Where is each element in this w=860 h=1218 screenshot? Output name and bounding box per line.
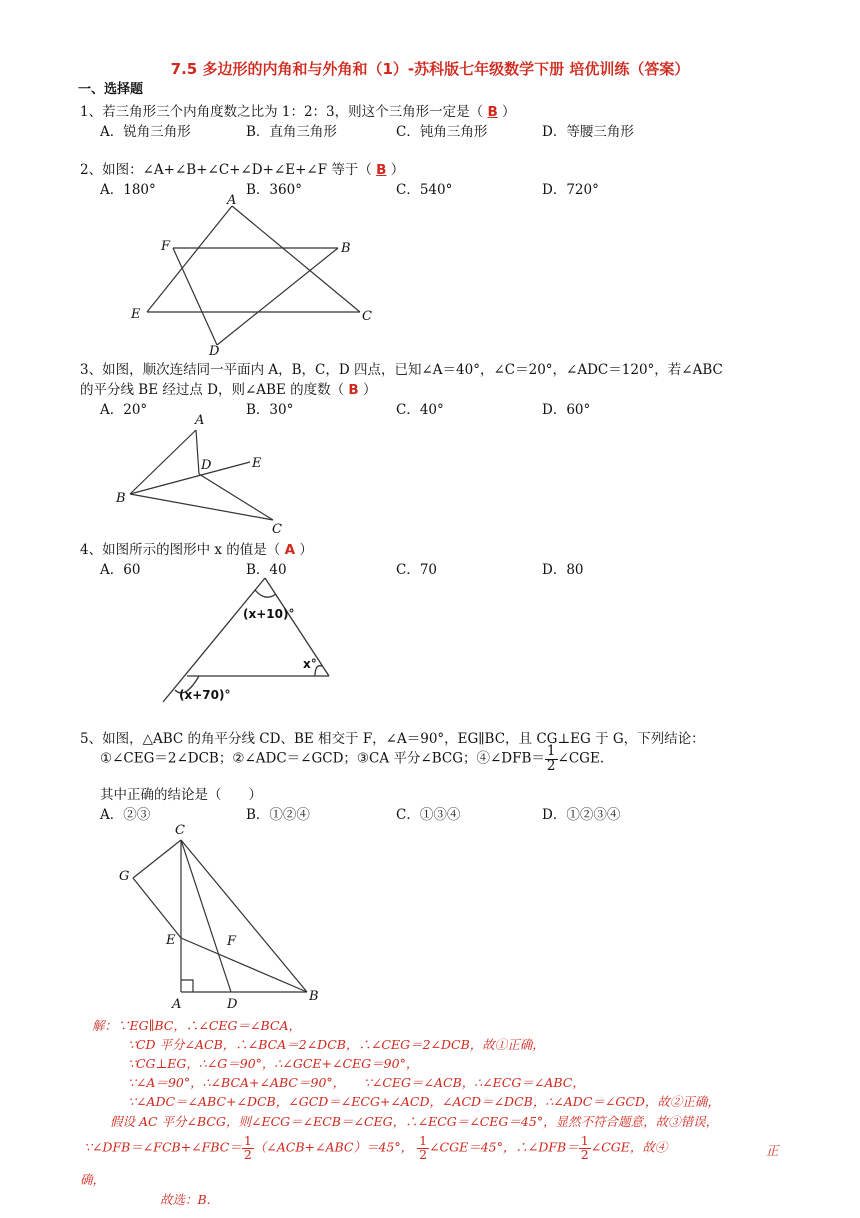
solution-line-5: ∵∠ADC＝∠ABC+∠DCB，∠GCD＝∠ECG+∠ACD，∠ACD＝∠DCB，∴∠ADC＝∠GCD，故②正确， bbox=[128, 1094, 720, 1109]
point-label-b: B bbox=[341, 241, 351, 256]
segment-ac bbox=[232, 206, 360, 312]
question-2-option-b: B．360° bbox=[246, 182, 302, 198]
point-label-c: C bbox=[272, 522, 282, 537]
question-4-option-c: C．70 bbox=[396, 562, 438, 578]
question-3-option-d: D．60° bbox=[542, 402, 591, 418]
question-5-option-d: D．①②③④ bbox=[542, 807, 621, 823]
question-4-stem: 4、如图所示的图形中 x 的值是（ A ） bbox=[80, 542, 313, 558]
question-1-answer: B bbox=[487, 104, 498, 120]
segment-right-side bbox=[265, 578, 329, 676]
segment-ba bbox=[130, 430, 196, 494]
question-5-line-1: 5、如图，△ABC 的角平分线 CD、BE 相交于 F，∠A＝90°，EG∥BC，且 CG⊥EG 于 G，下列结论： bbox=[80, 731, 705, 747]
point-label-d: D bbox=[201, 458, 212, 473]
point-label-a: A bbox=[195, 413, 205, 428]
solution-line-3: ∵CG⊥EG，∴∠G＝90°，∴∠GCE+∠CEG＝90°， bbox=[128, 1056, 419, 1071]
question-5-line-2: ①∠CEG＝2∠DCB；②∠ADC＝∠GCD；③CA 平分∠BCG；④∠DFB＝ $\frac{1}{2}$ ∠CGE. bbox=[100, 743, 605, 774]
point-label-e: E bbox=[166, 933, 176, 948]
question-4-option-a: A．60 bbox=[100, 562, 141, 578]
solution-line-7: ∵∠DFB＝∠FCB+∠FBC＝ $\frac{1}{2}$ （∠ACB+∠ABC）＝45°， $\frac{1}{2}$ ∠CGE＝45°，∴∠DFB＝ $\frac{1}{2}$ ∠CGE，故④ bbox=[84, 1133, 668, 1162]
question-2-figure bbox=[125, 192, 385, 357]
question-4-figure bbox=[155, 570, 340, 705]
angle-label-left: (x+70)° bbox=[179, 688, 231, 702]
solution-conclusion: 故选：B. bbox=[160, 1192, 211, 1207]
solution-fraction-1: $\frac{1}{2}$ bbox=[243, 1133, 252, 1162]
segment-ae bbox=[147, 206, 232, 312]
page-title: 7.5 多边形的内角和与外角和（1）-苏科版七年级数学下册 培优训练（答案） bbox=[170, 60, 690, 78]
question-1-option-d: D．等腰三角形 bbox=[542, 124, 634, 140]
segment-be bbox=[130, 462, 250, 494]
segment-ge bbox=[133, 878, 181, 938]
question-5-fraction: $\frac{1}{2}$ bbox=[546, 743, 556, 774]
point-label-f: F bbox=[161, 239, 171, 254]
question-3-line-1: 3、如图，顺次连结同一平面内 A，B，C，D 四点，已知∠A＝40°，∠C＝20°，∠ADC＝120°，若∠ABC bbox=[80, 362, 723, 378]
question-4-answer: A bbox=[284, 542, 296, 558]
solution-line-1: 解：∵EG∥BC，∴∠CEG＝∠BCA， bbox=[92, 1018, 301, 1033]
segment-fd bbox=[173, 248, 217, 345]
segment-ad bbox=[196, 430, 199, 474]
question-3-answer: B bbox=[348, 382, 359, 398]
question-5-option-b: B．①②④ bbox=[246, 807, 310, 823]
question-1-stem: 1、若三角形三个内角度数之比为 1：2：3，则这个三角形一定是（ B ） bbox=[80, 104, 516, 120]
question-3-line-2: 的平分线 BE 经过点 D，则∠ABE 的度数（ B ） bbox=[80, 382, 377, 398]
question-2-answer: B bbox=[376, 162, 387, 178]
question-2-option-d: D．720° bbox=[542, 182, 599, 198]
question-1-option-b: B．直角三角形 bbox=[246, 124, 337, 140]
solution-line-7-end: 正 bbox=[766, 1143, 779, 1158]
segment-bd bbox=[217, 248, 338, 345]
segment-cb bbox=[181, 840, 307, 992]
point-label-d: D bbox=[227, 997, 238, 1010]
question-5-figure bbox=[115, 820, 330, 1010]
point-label-b: B bbox=[116, 491, 126, 506]
point-label-a: A bbox=[172, 997, 182, 1010]
question-5-line-3: 其中正确的结论是（ ） bbox=[100, 787, 262, 803]
solution-line-4: ∵∠A＝90°，∴∠BCA+∠ABC＝90°， ∵∠CEG＝∠ACB，∴∠ECG＝∠ABC， bbox=[128, 1075, 585, 1090]
segment-eb bbox=[181, 938, 307, 992]
point-label-f: F bbox=[227, 934, 237, 949]
question-3-option-c: C．40° bbox=[396, 402, 444, 418]
point-label-c: C bbox=[175, 823, 185, 838]
question-1-option-a: A．锐角三角形 bbox=[100, 124, 191, 140]
section-heading: 一、选择题 bbox=[78, 82, 144, 97]
question-3-option-b: B．30° bbox=[246, 402, 294, 418]
solution-line-2: ∵CD 平分∠ACB，∴∠BCA＝2∠DCB，∴∠CEG＝2∠DCB，故①正确， bbox=[128, 1037, 545, 1052]
right-angle-mark bbox=[181, 980, 193, 992]
question-2-stem: 2、如图：∠A+∠B+∠C+∠D+∠E+∠F 等于（ B ） bbox=[80, 162, 405, 178]
point-label-e: E bbox=[252, 456, 262, 471]
question-4-option-d: D．80 bbox=[542, 562, 584, 578]
question-2-option-c: C．540° bbox=[396, 182, 453, 198]
question-1-option-c: C．钝角三角形 bbox=[396, 124, 488, 140]
solution-line-6: 假设 AC 平分∠BCG，则∠ECG＝∠ECB＝∠CEG，∴∠ECG＝∠CEG＝45°，显然不符合题意，故③错误， bbox=[110, 1114, 719, 1129]
question-3-figure bbox=[110, 412, 290, 537]
question-5-option-c: C．①③④ bbox=[396, 807, 461, 823]
point-label-g: G bbox=[119, 869, 130, 884]
angle-label-right: x° bbox=[303, 657, 317, 671]
segment-gc bbox=[133, 840, 181, 878]
solution-line-8: 确， bbox=[80, 1172, 106, 1187]
point-label-d: D bbox=[209, 344, 220, 357]
question-5-option-a: A．②③ bbox=[100, 807, 151, 823]
question-4-option-b: B．40 bbox=[246, 562, 287, 578]
solution-fraction-3: $\frac{1}{2}$ bbox=[580, 1133, 589, 1162]
point-label-e: E bbox=[131, 307, 141, 322]
point-label-b: B bbox=[309, 989, 319, 1004]
segment-cd bbox=[181, 840, 231, 992]
question-3-option-a: A．20° bbox=[100, 402, 148, 418]
point-label-a: A bbox=[227, 193, 237, 208]
question-2-option-a: A．180° bbox=[100, 182, 156, 198]
angle-label-top: (x+10)° bbox=[243, 607, 295, 621]
point-label-c: C bbox=[362, 309, 372, 324]
segment-left-side-extended bbox=[163, 578, 265, 702]
solution-fraction-2: $\frac{1}{2}$ bbox=[419, 1133, 428, 1162]
